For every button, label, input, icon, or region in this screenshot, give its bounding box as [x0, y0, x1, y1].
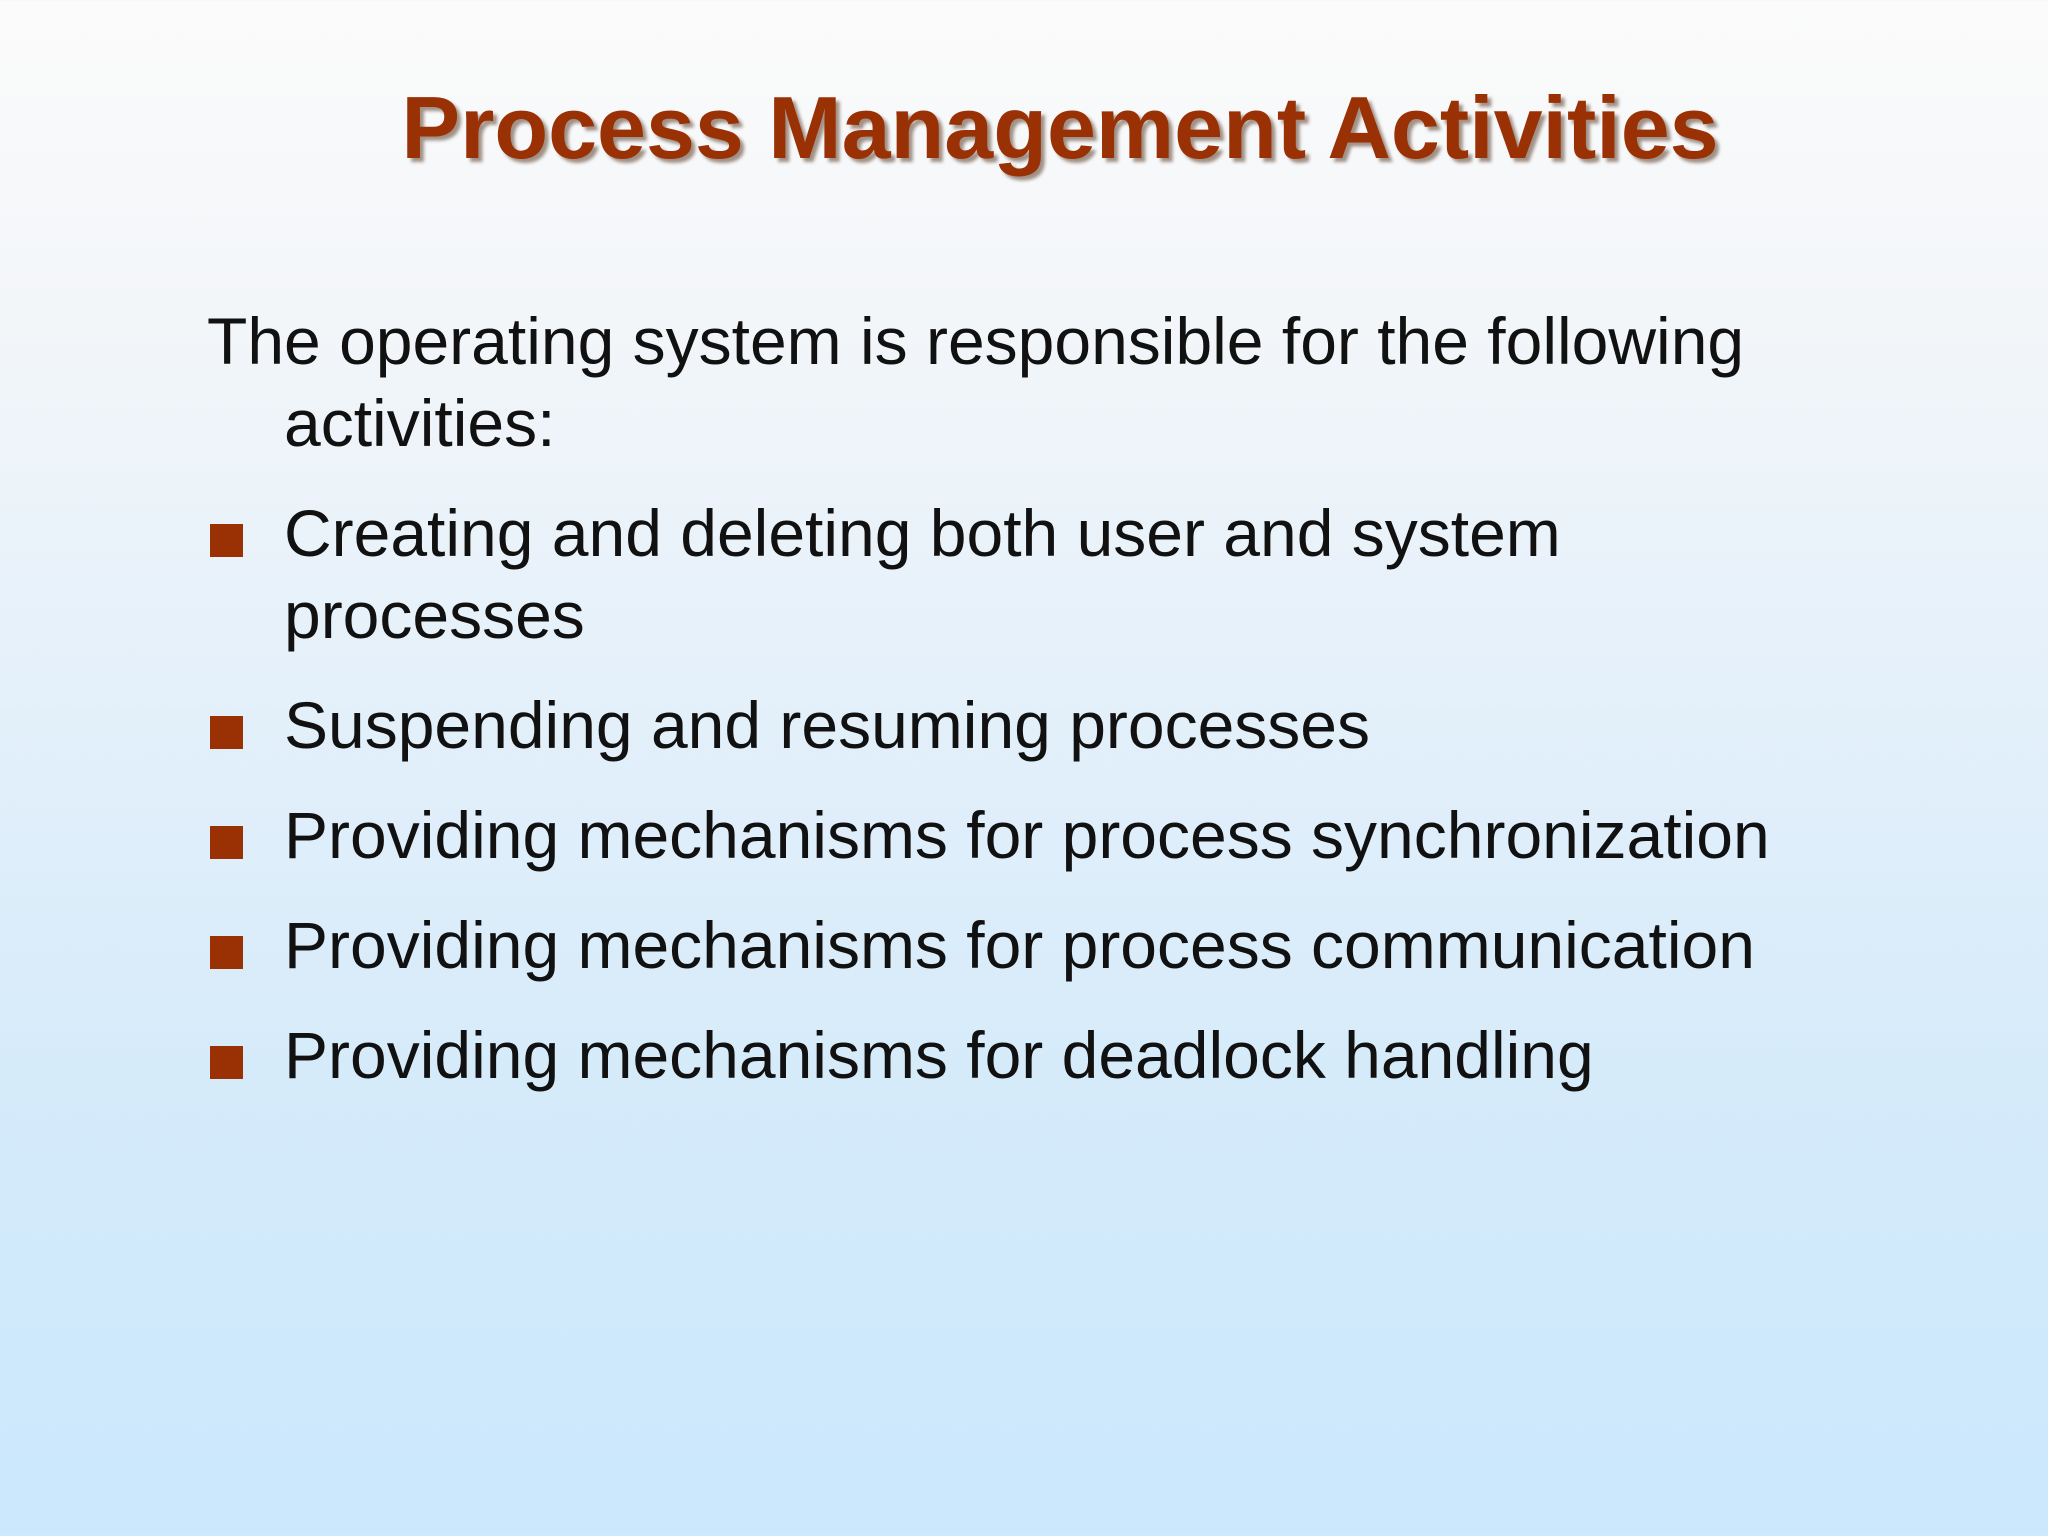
bullet-item — [207, 492, 1827, 656]
bullet-text: Suspending and resuming processes — [284, 688, 1371, 762]
bullet-text: Providing mechanisms for process synchronization — [284, 798, 1770, 872]
square-bullet-icon — [210, 716, 243, 749]
bullet-item — [207, 794, 1827, 876]
square-bullet-icon — [210, 826, 243, 859]
intro-text: The operating system is responsible for the following activities: — [207, 304, 1745, 460]
square-bullet-icon — [210, 936, 243, 969]
bullet-text: Providing mechanisms for deadlock handling — [284, 1018, 1594, 1092]
slide-title: Process Management Activities — [401, 78, 1719, 177]
bullet-text: Providing mechanisms for process communication — [284, 908, 1755, 982]
slide-body — [207, 300, 1827, 1124]
bullet-text: Creating and deleting both user and system processes — [284, 496, 1561, 652]
bullet-item — [207, 904, 1827, 986]
bullet-item — [207, 684, 1827, 766]
bullet-item — [207, 1014, 1827, 1096]
square-bullet-icon — [210, 1046, 243, 1079]
square-bullet-icon — [210, 524, 243, 557]
